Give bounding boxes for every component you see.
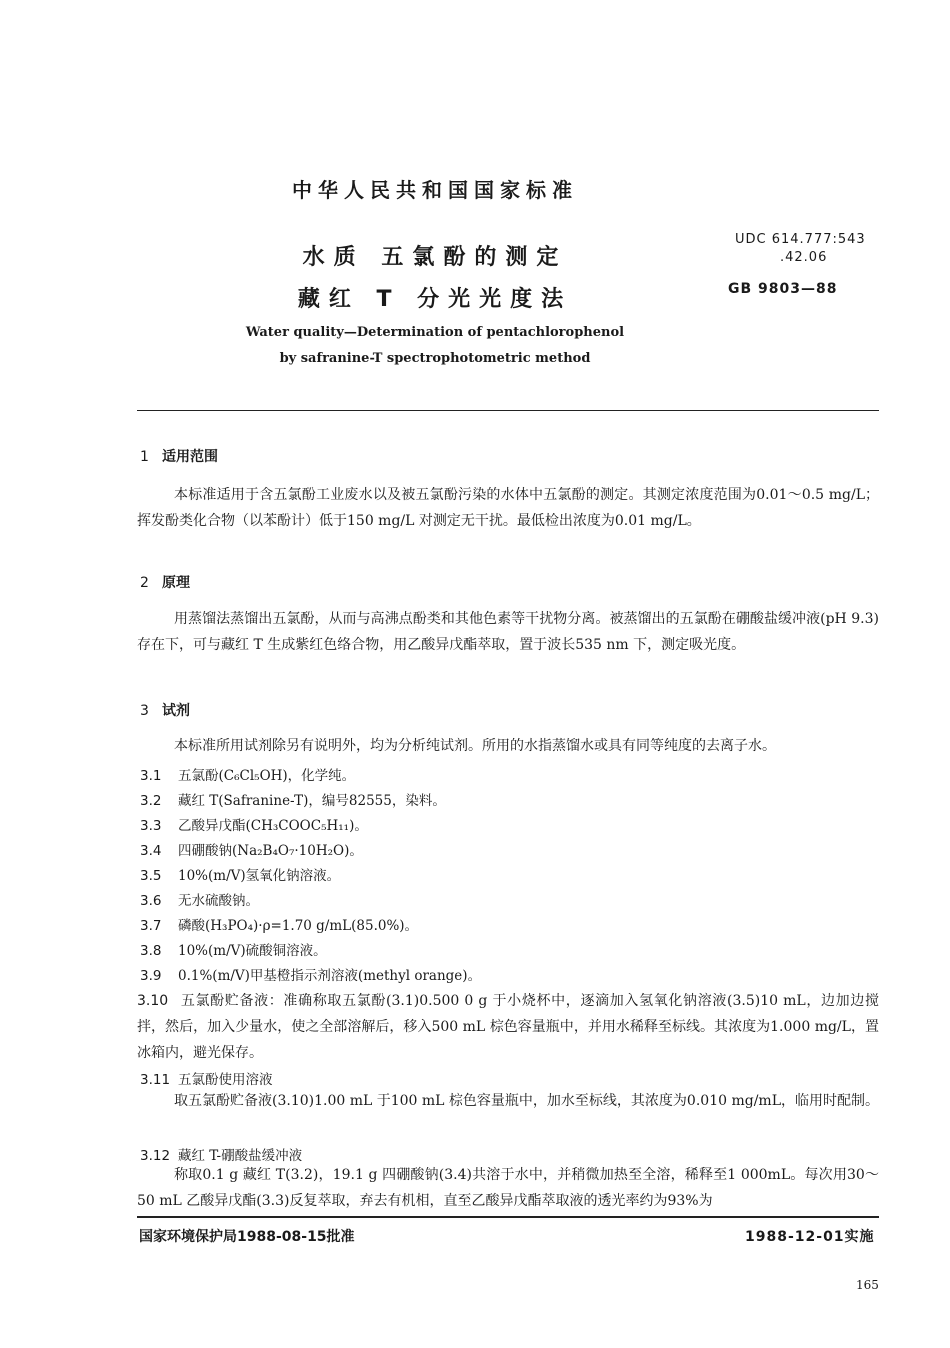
section-2-paragraph: 用蒸馏法蒸馏出五氯酚，从而与高沸点酚类和其他色素等干扰物分离。被蒸馏出的五氯酚在硼酸盐缓冲液(pH 9.3)存在下，可与藏红 T 生成紫红色络合物，用乙酸异戊酯萃取，置于波长535 nm 下，测定吸光度。 <box>137 611 879 653</box>
reagent-3-12-heading: 3.12 藏红 T-硼酸盐缓冲液 <box>140 1148 303 1164</box>
section-number: 1 <box>140 449 149 465</box>
section-title: 试剂 <box>162 703 190 719</box>
section-heading-3 <box>140 700 190 720</box>
reagent-item: 3.3 乙酸异戊酯(CH₃COOC₅H₁₁)。 <box>140 818 368 834</box>
english-title-line2: by safranine-T spectrophotometric method <box>279 351 591 366</box>
reagent-item: 3.7 磷酸(H₃PO₄)·ρ=1.70 g/mL(85.0%)。 <box>140 918 419 934</box>
section-number: 3 <box>140 703 149 719</box>
section-number: 2 <box>140 575 149 591</box>
reagent-3-10-paragraph <box>137 988 879 1066</box>
standard-header-title: 中华人民共和国国家标准 <box>292 178 578 202</box>
document-title-line2: 藏红 T 分光光度法 <box>297 287 573 312</box>
section-heading-2 <box>140 572 190 592</box>
section-title: 适用范围 <box>162 449 218 465</box>
document-title-line1: 水质 五氯酚的测定 <box>302 245 568 270</box>
udc-code-line1: UDC 614.777:543 <box>735 232 866 247</box>
reagent-3-11-paragraph: 取五氯酚贮备液(3.10)1.00 mL 于100 mL 棕色容量瓶中，加水至标线，其浓度为0.010 mg/mL，临用时配制。 <box>174 1093 879 1109</box>
section-title: 原理 <box>162 575 190 591</box>
reagent-3-11-heading: 3.11 五氯酚使用溶液 <box>140 1072 273 1088</box>
reagent-number: 3.10 <box>137 993 169 1009</box>
reagent-item: 3.8 10%(m/V)硫酸铜溶液。 <box>140 943 327 959</box>
english-title-line1: Water quality—Determination of pentachlorophenol <box>245 325 625 340</box>
header-divider <box>137 410 879 411</box>
section-heading-1 <box>140 446 218 466</box>
reagent-item: 3.5 10%(m/V)氢氧化钠溶液。 <box>140 868 341 884</box>
reagent-item: 3.9 0.1%(m/V)甲基橙指示剂溶液(methyl orange)。 <box>140 968 482 984</box>
page-number: 165 <box>856 1278 879 1292</box>
reagent-item: 3.2 藏红 T(Safranine-T)，编号82555，染料。 <box>140 793 446 809</box>
gb-number: GB 9803—88 <box>728 281 838 297</box>
reagent-item: 3.1 五氯酚(C₆Cl₅OH)，化学纯。 <box>140 768 356 784</box>
udc-code-line2: .42.06 <box>780 250 828 265</box>
reagent-3-12-paragraph: 称取0.1 g 藏红 T(3.2)，19.1 g 四硼酸钠(3.4)共溶于水中，并稍微加热至全溶，稀释至1 000mL。每次用30～50 mL 乙酸异戊酯(3.3)反复萃取，弃去有机相，直至乙酸异戊酯萃取液的透光率约为93%为 <box>137 1167 879 1209</box>
footer-divider <box>137 1216 879 1218</box>
section-1-paragraph: 本标准适用于含五氯酚工业废水以及被五氯酚污染的水体中五氯酚的测定。其测定浓度范围为0.01～0.5 mg/L；挥发酚类化合物（以苯酚计）低于150 mg/L 对测定无干扰。最低检出浓度为0.01 mg/L。 <box>137 487 879 529</box>
reagent-text: 五氯酚贮备液：准确称取五氯酚(3.1)0.500 0 g 于小烧杯中，逐滴加入氢氧化钠溶液(3.5)10 mL，边加边搅拌，然后，加入少量水，使之全部溶解后，移入500 mL 棕色容量瓶中，并用水稀释至标线。其浓度为1.000 mg/L，置冰箱内，避光保存。 <box>137 993 879 1061</box>
reagent-item: 3.6 无水硫酸钠。 <box>140 893 259 909</box>
approval-date: 国家环境保护局1988-08-15批准 <box>139 1229 355 1245</box>
section-3-paragraph: 本标准所用试剂除另有说明外，均为分析纯试剂。所用的水指蒸馏水或具有同等纯度的去离子水。 <box>174 738 776 754</box>
effective-date: 1988-12-01实施 <box>745 1229 875 1245</box>
reagent-item: 3.4 四硼酸钠(Na₂B₄O₇·10H₂O)。 <box>140 843 363 859</box>
